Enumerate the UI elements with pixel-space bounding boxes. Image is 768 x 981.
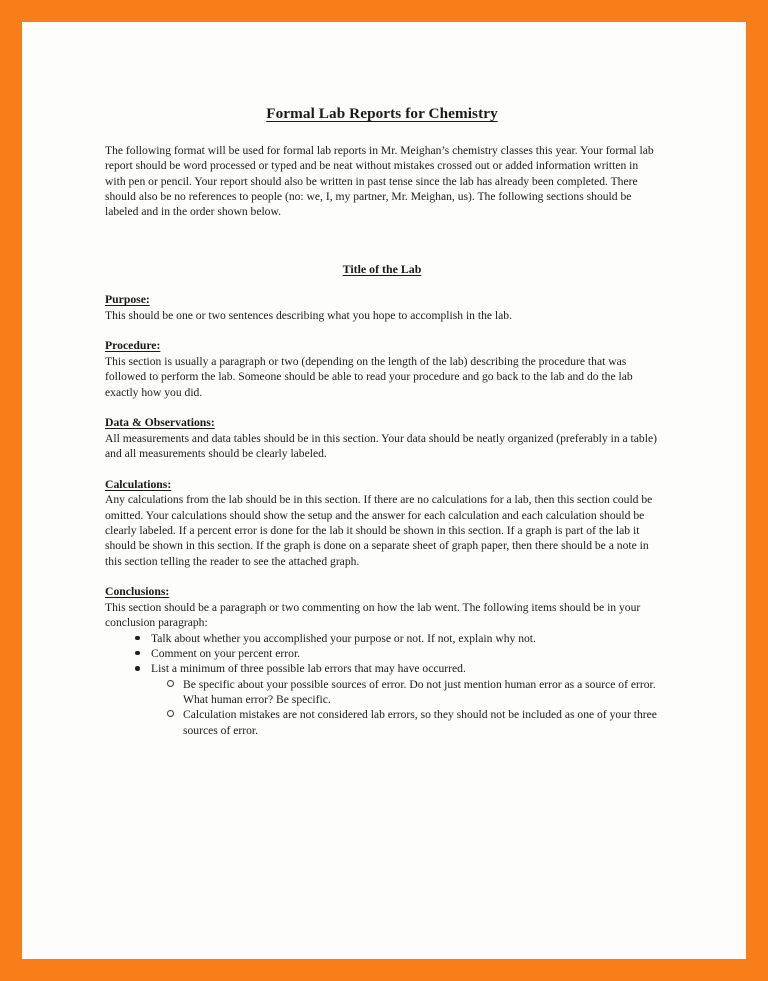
section-conclusions (105, 584, 659, 738)
document-content (105, 104, 659, 738)
conclusion-sub-bullet-list (105, 677, 659, 738)
document-page (22, 22, 746, 959)
section-text-conclusions: This section should be a paragraph or two commenting on how the lab went. The following items should be in your conclusion paragraph: (105, 600, 641, 630)
disc-bullet-icon (135, 646, 140, 661)
list-item (135, 661, 659, 676)
lab-title-heading: Title of the Lab (342, 261, 422, 276)
section-heading-conclusions: Conclusions: (105, 585, 170, 599)
list-item (167, 707, 659, 738)
intro-paragraph: The following format will be used for formal lab reports in Mr. Meighan’s chemistry classes this year. Your formal lab report should be word processed or typed and be neat without mistakes crossed out or added information written in with pen or pencil. Your report should also be written in past tense since the lab has already been completed. There should also be no references to people (no: we, I, my partner, Mr. Meighan, us). The following sections should be labeled and in the order shown below. (105, 144, 654, 219)
conclusion-bullet-list (105, 631, 659, 677)
section-calculations (105, 477, 659, 569)
section-procedure (105, 338, 659, 400)
list-item (167, 677, 659, 708)
circle-bullet-icon (167, 707, 174, 722)
disc-bullet-icon (135, 631, 140, 646)
list-item-label: List a minimum of three possible lab errors that may have occurred. (151, 662, 466, 676)
section-purpose (105, 292, 659, 323)
list-item (135, 646, 659, 661)
list-item-label: Comment on your percent error. (151, 646, 301, 660)
page-title: Formal Lab Reports for Chemistry (266, 105, 498, 122)
section-heading-purpose: Purpose: (105, 293, 150, 307)
list-item-label: Talk about whether you accomplished your purpose or not. If not, explain why not. (151, 631, 536, 645)
section-text-purpose: This should be one or two sentences describing what you hope to accomplish in the lab. (105, 308, 512, 322)
section-text-procedure: This section is usually a paragraph or two (depending on the length of the lab) describing the procedure that was followed to perform the lab. Someone should be able to read your procedure and go back to the lab and do the lab exactly how you did. (105, 354, 633, 399)
section-heading-calculations: Calculations: (105, 477, 172, 491)
section-heading-procedure: Procedure: (105, 339, 161, 353)
section-text-data-observations: All measurements and data tables should be in this section. Your data should be neatly organized (preferably in a table) and all measurements should be clearly labeled. (105, 431, 657, 461)
list-item-label: Calculation mistakes are not considered lab errors, so they should not be included as one of your three sources of error. (183, 708, 657, 737)
circle-bullet-icon (167, 677, 174, 692)
list-item (135, 631, 659, 646)
disc-bullet-icon (135, 661, 140, 676)
section-text-calculations: Any calculations from the lab should be in this section. If there are no calculations for a lab, then this section could be omitted. Your calculations should show the setup and the answer for each calculation and each calculation should be clearly labeled. If a percent error is done for the lab it should be shown in this section. If a graph is part of the lab it should be shown in this section. If the graph is done on a separate sheet of graph paper, then there should be a note in this section telling the reader to see the attached graph. (105, 493, 653, 568)
section-data-observations (105, 415, 659, 461)
section-heading-data-observations: Data & Observations: (105, 416, 215, 430)
list-item-label: Be specific about your possible sources of error. Do not just mention human error as a source of error. What human error? Be specific. (183, 677, 656, 707)
